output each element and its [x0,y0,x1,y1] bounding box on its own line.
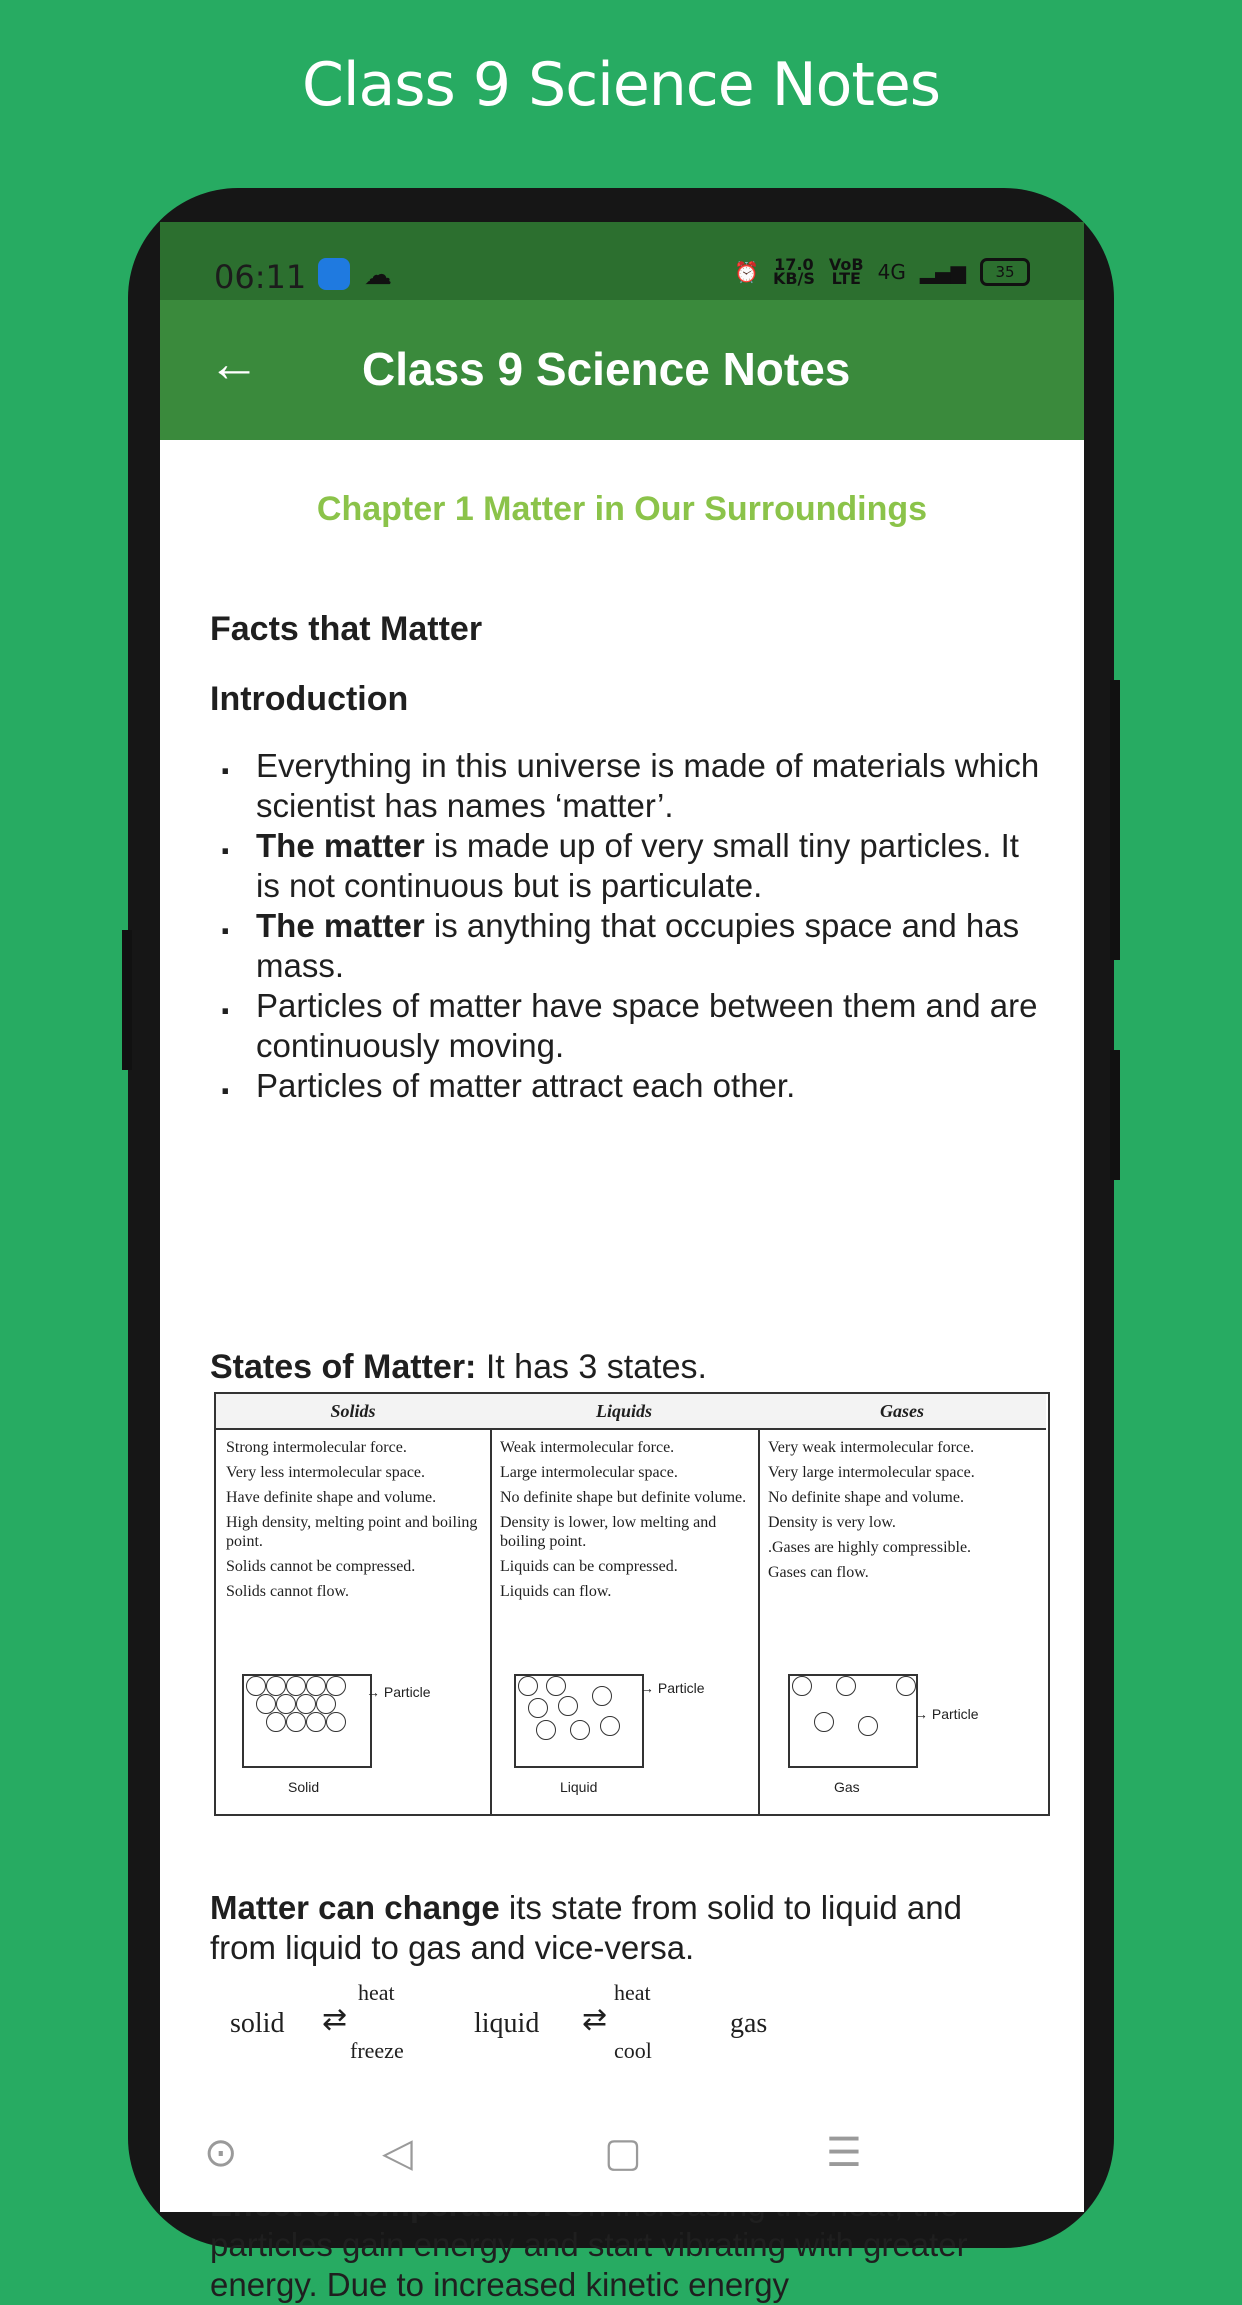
list-item: . Particles of matter attract each other. [210,1066,1040,1106]
home-icon[interactable]: ⊙ [204,2131,238,2175]
eq-cool-label: cool [614,2038,652,2063]
diagram-caption: Solid [288,1779,320,1795]
table-cell: Strong intermolecular force. [226,1439,407,1456]
recents-square-icon[interactable]: ▢ [604,2131,642,2175]
eq-arrow-icon: ⇄ [582,2003,608,2036]
alarm-icon: ⏰ [734,260,759,284]
promo-title: Class 9 Science Notes [301,50,941,120]
table-header: Liquids [490,1394,758,1430]
table-cell: High density, melting point and boiling point. [226,1514,478,1550]
table-cell: Density is very low. [768,1514,896,1531]
eq-arrow-icon: ⇄ [322,2003,348,2036]
chapter-title: Chapter 1 Matter in Our Surroundings [316,490,928,528]
subsection-title: Introduction [210,680,409,718]
table-cell: Liquids can be compressed. [500,1558,678,1575]
liquids-column [490,1394,760,1814]
power-button [1110,680,1120,960]
table-cell: Very large intermolecular space. [768,1464,975,1481]
table-cell: Very less intermolecular space. [226,1464,426,1481]
eq-heat-label: heat [614,1980,651,2005]
table-cell: Density is lower, low melting and boiling point. [500,1514,717,1550]
table-cell: Very weak intermolecular force. [768,1439,975,1456]
particle-arrow-label: → Particle [640,1680,705,1696]
eq-liquid: liquid [474,2008,540,2039]
battery-icon: 35 [980,258,1030,286]
network-speed: 17.0 KB/S [772,255,815,288]
table-cell: Solids cannot flow. [226,1583,349,1600]
eq-gas: gas [730,2008,768,2039]
status-indicators [734,255,1030,288]
app-notification-icon [318,258,350,290]
liquid-particle-diagram [514,1674,644,1768]
back-triangle-icon[interactable]: ◁ [382,2131,413,2175]
state-change-equation [230,1980,830,2070]
cloud-icon: ☁ [364,259,392,290]
volte-indicator: VoB LTE [828,255,864,288]
menu-lines-icon[interactable]: ☰ [826,2131,862,2175]
table-cell: Have definite shape and volume. [226,1489,437,1506]
gas-particle-diagram [788,1674,918,1768]
states-of-matter-line: States of Matter: It has 3 states. [210,1348,707,1386]
signal-icon: ▂▄▆ [919,260,966,284]
toolbar-title: Class 9 Science Notes [362,343,851,395]
table-cell: Liquids can flow. [500,1583,612,1600]
phone-screen [160,222,1084,2303]
eq-solid: solid [230,2008,285,2039]
list-item: . The matter is made up of very small tiny particles. It is not continuous but is particulate. [210,826,1040,906]
list-item: . The matter is anything that occupies space and has mass. [210,906,1040,986]
table-cell: Solids cannot be compressed. [226,1558,416,1575]
status-bar [160,222,1084,300]
table-header: Solids [216,1394,490,1430]
table-header: Gases [758,1394,1046,1430]
notes-content[interactable] [160,440,1084,2303]
temperature-effect-paragraph: particles gain energy and start vibrating with greater energy. Due to increased kinetic energy [210,2226,968,2303]
particle-arrow-label: → Particle [366,1684,431,1700]
app-toolbar [160,300,1084,440]
volume-button [122,930,132,1070]
section-title: Facts that Matter [210,610,483,648]
side-button [1110,1050,1120,1180]
table-cell: .Gases are highly compressible. [768,1539,972,1556]
particle-arrow-label: → Particle [914,1706,979,1722]
table-cell: No definite shape and volume. [768,1489,964,1506]
table-cell: Gases can flow. [768,1564,869,1581]
solids-column [216,1394,492,1814]
solid-particle-diagram [242,1674,372,1768]
eq-heat-label: heat [358,1980,395,2005]
diagram-caption: Liquid [560,1779,598,1795]
table-cell: Large intermolecular space. [500,1464,678,1481]
states-comparison-table [214,1392,1050,1816]
eq-freeze-label: freeze [350,2038,404,2063]
list-item: . Particles of matter have space between them and are continuously moving. [210,986,1040,1066]
diagram-caption: Gas [834,1779,860,1795]
status-time: 06:11 [214,258,307,296]
network-type: 4G [877,260,906,284]
table-cell: No definite shape but definite volume. [500,1489,747,1506]
intro-bullets [210,746,1040,1106]
gases-column [758,1394,1046,1814]
list-item: . Everything in this universe is made of materials which scientist has names ‘matter’. [210,746,1040,826]
table-cell: Weak intermolecular force. [500,1439,675,1456]
back-arrow-icon[interactable]: ← [208,335,260,393]
state-change-paragraph: Matter can change its state from solid to liquid and from liquid to gas and vice-versa. [210,1889,962,1966]
system-nav-bar [160,2100,1084,2212]
